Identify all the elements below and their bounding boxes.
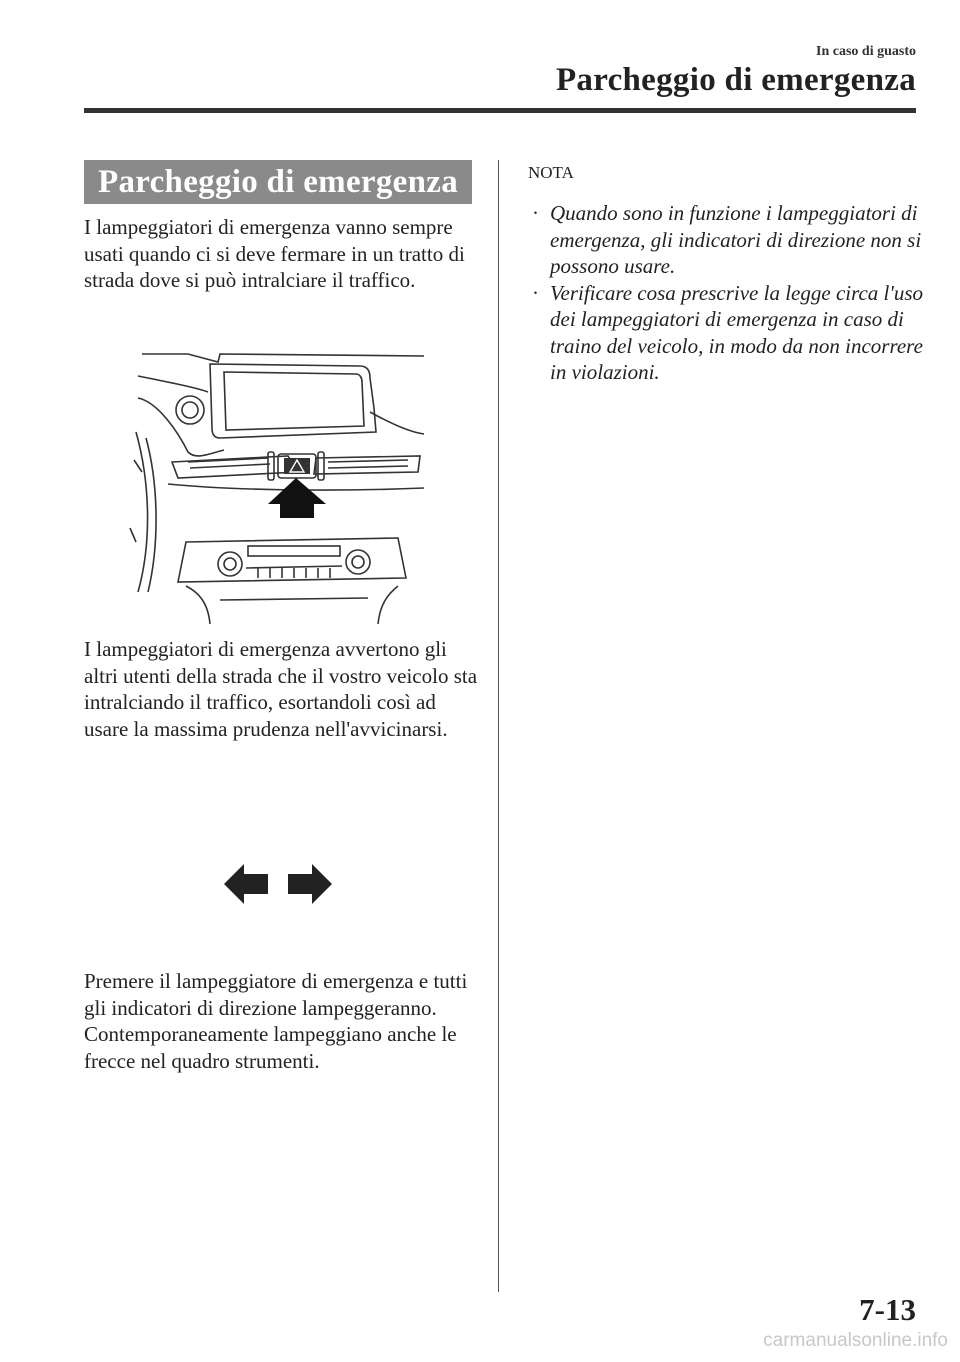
- watermark: carmanualsonline.info: [763, 1330, 948, 1351]
- page-title: Parcheggio di emergenza: [555, 62, 916, 98]
- note-item-text: Quando sono in funzione i lampeggiatori di emergenza, gli indicatori di direzione non si possono usare.: [550, 201, 922, 278]
- note-bullet: ·: [532, 201, 539, 225]
- note-bullet: ·: [532, 280, 539, 305]
- chapter-label: In caso di guasto: [816, 44, 916, 59]
- intro-paragraph: I lampeggiatori di emergenza vanno sempre usati quando ci si deve fermare in un tratto di strada dove si può intralciare il traffico.: [84, 215, 465, 292]
- dashboard-hazard-illustration: [128, 342, 428, 624]
- page-number: 7-13: [859, 1292, 916, 1327]
- turn-signal-arrows-icon: [222, 862, 334, 906]
- note-label: NOTA: [528, 163, 574, 182]
- instruction-paragraph: Premere il lampeggiatore di emergenza e tutti gli indicatori di direzione lampeggeranno. Contemporaneamente lampeggiano anche le frecce nel quadro strumenti.: [84, 969, 468, 1073]
- note-item: [528, 200, 928, 280]
- section-banner: Parcheggio di emergenza: [84, 160, 472, 204]
- note-list: [528, 200, 928, 386]
- note-item: [528, 280, 928, 386]
- header-rule: [84, 108, 916, 113]
- note-item-text: Verificare cosa prescrive la legge circa l'uso dei lampeggiatori di emergenza in caso di traino del veicolo, in modo da non incorrere in violazioni.: [550, 280, 924, 384]
- warning-paragraph: I lampeggiatori di emergenza avvertono gli altri utenti della strada che il vostro veicolo sta intralciando il traffico, esortandoli così ad usare la massima prudenza nell'avvicinarsi.: [84, 637, 478, 741]
- column-divider: [498, 160, 499, 1292]
